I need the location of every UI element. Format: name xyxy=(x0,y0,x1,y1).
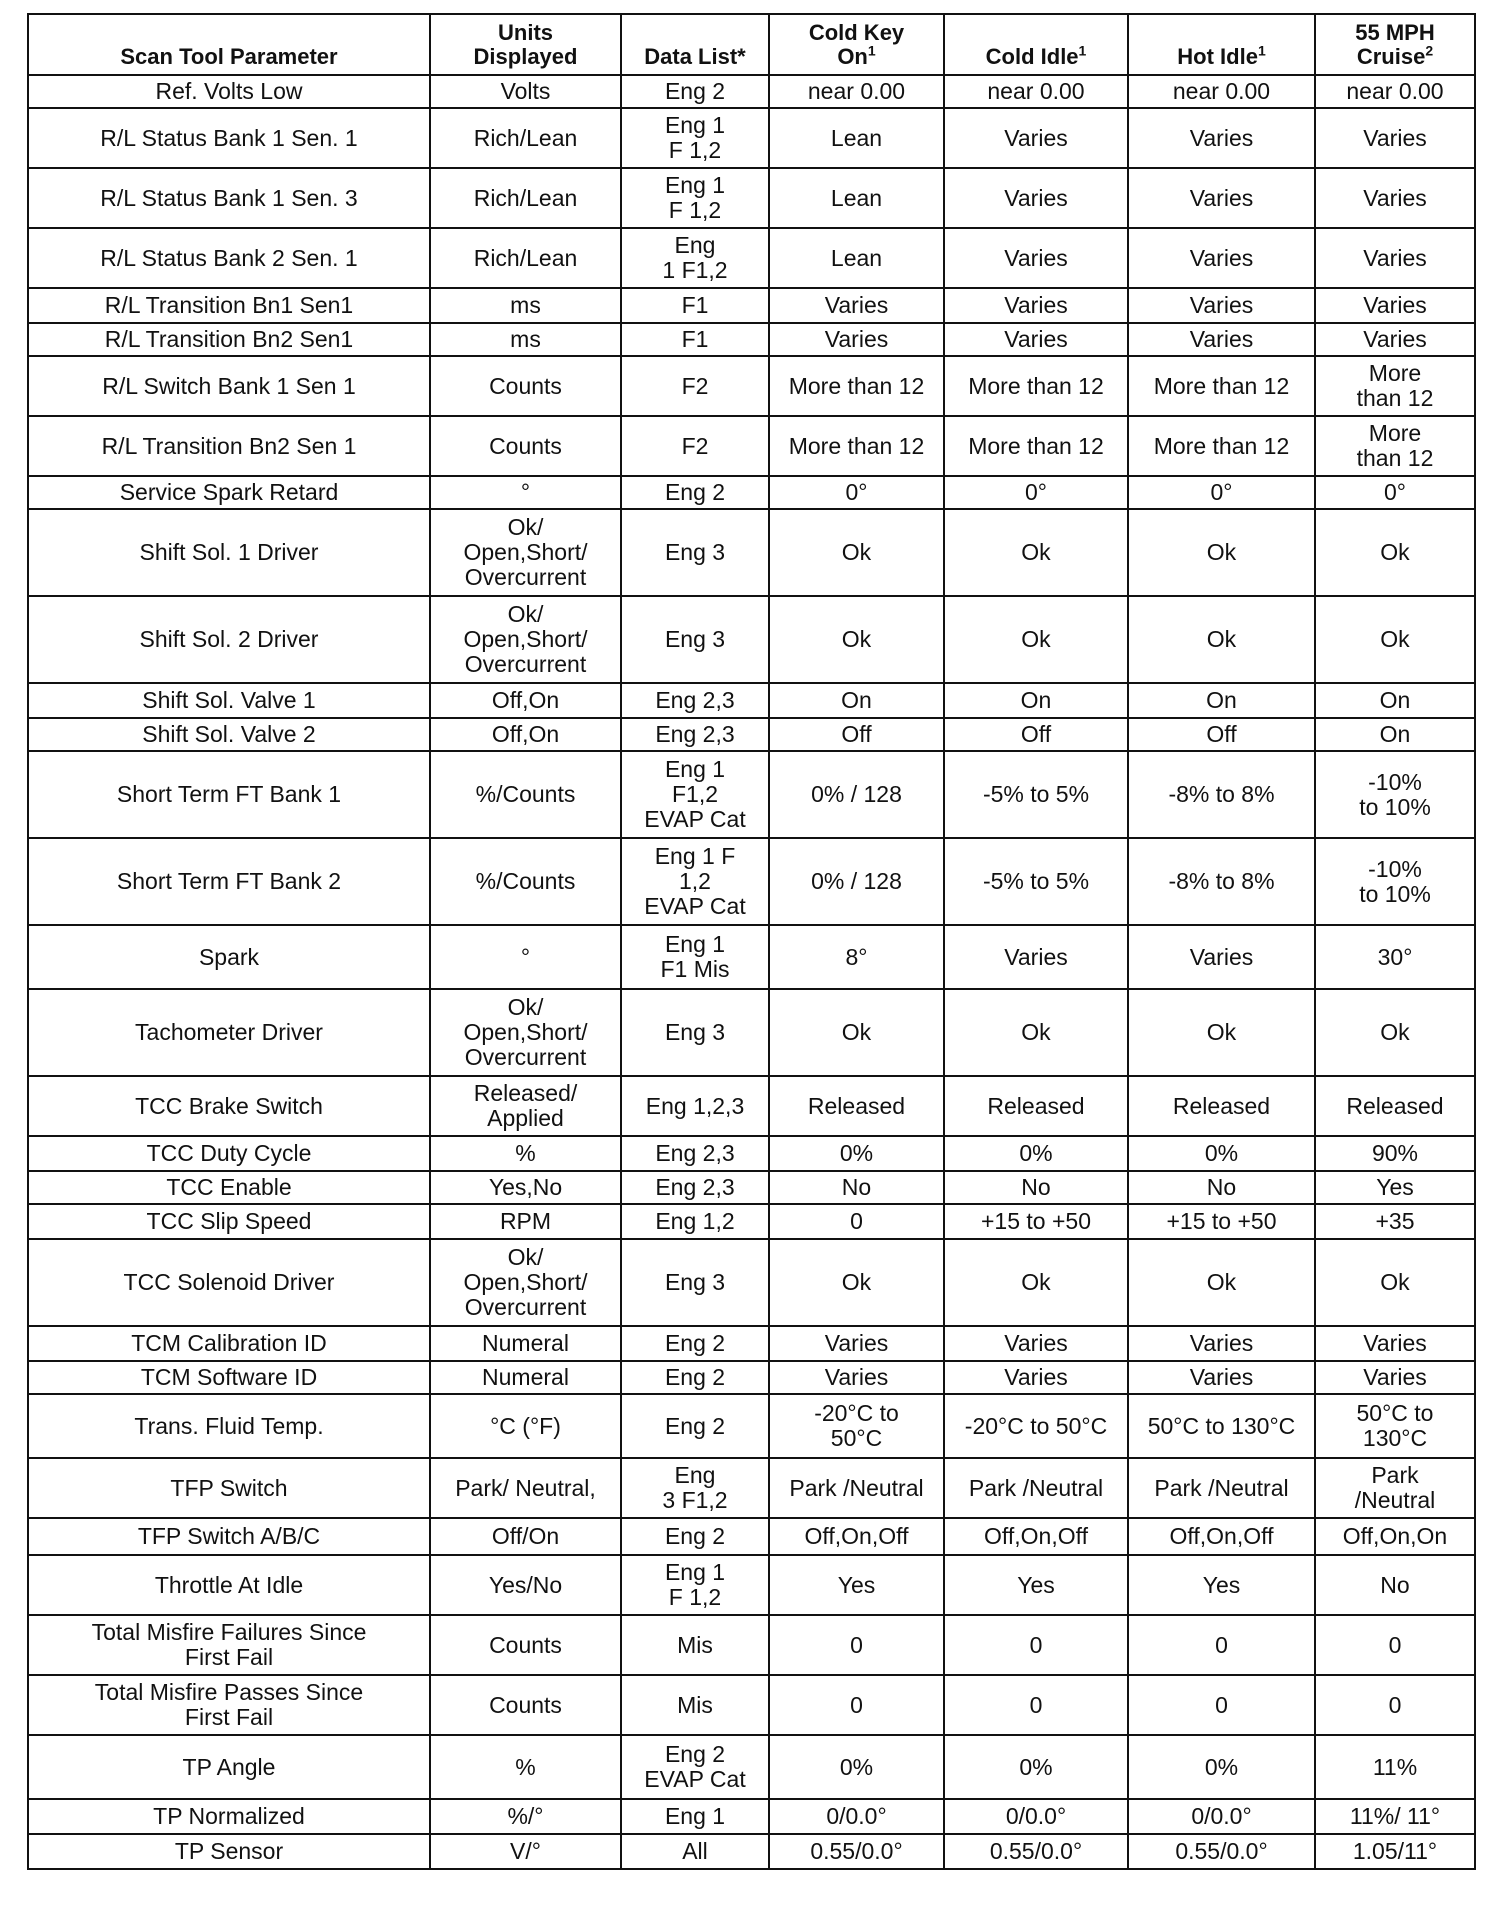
cell-units: Ok/ Open,Short/ Overcurrent xyxy=(430,989,621,1076)
footnote-marker: 1 xyxy=(1257,42,1266,59)
cell-cold-key-on: No xyxy=(769,1171,944,1204)
cell-units: Park/ Neutral, xyxy=(430,1458,621,1518)
table-row xyxy=(28,323,1475,356)
cell-data-list: Eng 3 xyxy=(621,596,769,683)
cell-parameter: R/L Transition Bn1 Sen1 xyxy=(28,288,430,323)
cell-cold-idle: No xyxy=(944,1171,1128,1204)
cell-cruise: Ok xyxy=(1315,596,1475,683)
cell-data-list: Eng 3 xyxy=(621,509,769,596)
cell-cruise: 0 xyxy=(1315,1615,1475,1675)
cell-cold-idle: Varies xyxy=(944,108,1128,168)
cell-cold-key-on: -20°C to 50°C xyxy=(769,1394,944,1458)
cell-cold-key-on: More than 12 xyxy=(769,356,944,416)
cell-cruise: Park /Neutral xyxy=(1315,1458,1475,1518)
cell-hot-idle: Ok xyxy=(1128,596,1315,683)
cell-data-list: All xyxy=(621,1834,769,1869)
cell-cold-key-on: 0 xyxy=(769,1615,944,1675)
cell-data-list: Eng 3 xyxy=(621,1239,769,1326)
table-row xyxy=(28,288,1475,323)
cell-parameter: Trans. Fluid Temp. xyxy=(28,1394,430,1458)
cell-cold-key-on: Varies xyxy=(769,1361,944,1394)
cell-cold-key-on: Park /Neutral xyxy=(769,1458,944,1518)
cell-cold-key-on: 0.55/0.0° xyxy=(769,1834,944,1869)
table-row xyxy=(28,1615,1475,1675)
cell-units: ms xyxy=(430,288,621,323)
cell-cold-idle: 0.55/0.0° xyxy=(944,1834,1128,1869)
cell-cruise: Yes xyxy=(1315,1171,1475,1204)
table-row xyxy=(28,1204,1475,1239)
cell-cold-key-on: 0% / 128 xyxy=(769,838,944,925)
cell-parameter: TCC Brake Switch xyxy=(28,1076,430,1136)
cell-units: ° xyxy=(430,476,621,509)
cell-cold-key-on: Lean xyxy=(769,168,944,228)
cell-cold-idle: Park /Neutral xyxy=(944,1458,1128,1518)
table-row xyxy=(28,1326,1475,1361)
table-row xyxy=(28,989,1475,1076)
cell-data-list: Eng 1 F 1,2 xyxy=(621,1555,769,1615)
cell-parameter: Tachometer Driver xyxy=(28,989,430,1076)
cell-cold-idle: Ok xyxy=(944,989,1128,1076)
cell-cruise: 90% xyxy=(1315,1136,1475,1171)
cell-units: Numeral xyxy=(430,1326,621,1361)
cell-data-list: Eng 2,3 xyxy=(621,1136,769,1171)
cell-parameter: Shift Sol. 2 Driver xyxy=(28,596,430,683)
table-row xyxy=(28,168,1475,228)
cell-cruise: 50°C to 130°C xyxy=(1315,1394,1475,1458)
cell-hot-idle: More than 12 xyxy=(1128,416,1315,476)
cell-hot-idle: Varies xyxy=(1128,1361,1315,1394)
column-header-label: Scan Tool Parameter xyxy=(120,44,338,69)
cell-cold-idle: -20°C to 50°C xyxy=(944,1394,1128,1458)
cell-cold-idle: near 0.00 xyxy=(944,75,1128,108)
cell-units: Off/On xyxy=(430,1518,621,1555)
cell-cruise: On xyxy=(1315,683,1475,718)
table-row xyxy=(28,1834,1475,1869)
table-row xyxy=(28,1136,1475,1171)
cell-cold-key-on: Ok xyxy=(769,596,944,683)
cell-cold-idle: Off xyxy=(944,718,1128,751)
cell-parameter: TFP Switch xyxy=(28,1458,430,1518)
cell-hot-idle: Varies xyxy=(1128,1326,1315,1361)
cell-parameter: R/L Status Bank 1 Sen. 1 xyxy=(28,108,430,168)
cell-data-list: Eng 2 xyxy=(621,1394,769,1458)
cell-cold-key-on: near 0.00 xyxy=(769,75,944,108)
table-row xyxy=(28,1394,1475,1458)
cell-cold-idle: Varies xyxy=(944,288,1128,323)
cell-data-list: Eng 2 xyxy=(621,1326,769,1361)
cell-data-list: Eng 2 EVAP Cat xyxy=(621,1735,769,1799)
cell-cold-idle: More than 12 xyxy=(944,356,1128,416)
cell-cruise: No xyxy=(1315,1555,1475,1615)
cell-cold-key-on: 0 xyxy=(769,1204,944,1239)
column-header-hot-idle xyxy=(1128,14,1315,75)
cell-cold-idle: 0/0.0° xyxy=(944,1799,1128,1834)
table-row xyxy=(28,683,1475,718)
cell-cold-idle: Varies xyxy=(944,228,1128,288)
cell-hot-idle: 0.55/0.0° xyxy=(1128,1834,1315,1869)
table-row xyxy=(28,596,1475,683)
table-row xyxy=(28,1171,1475,1204)
cell-data-list: Eng 2 xyxy=(621,1518,769,1555)
cell-units: Numeral xyxy=(430,1361,621,1394)
cell-units: °C (°F) xyxy=(430,1394,621,1458)
cell-hot-idle: Ok xyxy=(1128,1239,1315,1326)
cell-data-list: Eng 1 F1 Mis xyxy=(621,925,769,989)
cell-hot-idle: On xyxy=(1128,683,1315,718)
cell-hot-idle: Varies xyxy=(1128,323,1315,356)
cell-data-list: Eng 1 F1,2 xyxy=(621,228,769,288)
cell-units: Yes,No xyxy=(430,1171,621,1204)
cell-parameter: R/L Transition Bn2 Sen 1 xyxy=(28,416,430,476)
cell-cold-idle: 0% xyxy=(944,1735,1128,1799)
cell-data-list: Mis xyxy=(621,1615,769,1675)
cell-parameter: TP Sensor xyxy=(28,1834,430,1869)
cell-cold-idle: +15 to +50 xyxy=(944,1204,1128,1239)
cell-data-list: Eng 2,3 xyxy=(621,683,769,718)
cell-data-list: Eng 1,2,3 xyxy=(621,1076,769,1136)
cell-cold-key-on: Ok xyxy=(769,509,944,596)
table-row xyxy=(28,1361,1475,1394)
cell-cold-idle: Varies xyxy=(944,323,1128,356)
cell-parameter: Shift Sol. Valve 1 xyxy=(28,683,430,718)
table-row xyxy=(28,838,1475,925)
cell-cold-key-on: 0% xyxy=(769,1735,944,1799)
table-row xyxy=(28,476,1475,509)
column-header-parameter xyxy=(28,14,430,75)
cell-cold-key-on: More than 12 xyxy=(769,416,944,476)
cell-cold-key-on: Varies xyxy=(769,288,944,323)
cell-parameter: TCC Slip Speed xyxy=(28,1204,430,1239)
cell-cold-idle: Varies xyxy=(944,1361,1128,1394)
cell-units: Rich/Lean xyxy=(430,108,621,168)
cell-cruise: 1.05/11° xyxy=(1315,1834,1475,1869)
cell-cold-key-on: On xyxy=(769,683,944,718)
cell-cruise: +35 xyxy=(1315,1204,1475,1239)
cell-cruise: Varies xyxy=(1315,108,1475,168)
cell-data-list: Eng 1 xyxy=(621,1799,769,1834)
cell-units: %/Counts xyxy=(430,838,621,925)
table-row xyxy=(28,75,1475,108)
cell-parameter: R/L Switch Bank 1 Sen 1 xyxy=(28,356,430,416)
column-header-units xyxy=(430,14,621,75)
cell-cruise: More than 12 xyxy=(1315,416,1475,476)
cell-hot-idle: Varies xyxy=(1128,168,1315,228)
cell-units: Rich/Lean xyxy=(430,168,621,228)
cell-data-list: F1 xyxy=(621,288,769,323)
cell-parameter: Throttle At Idle xyxy=(28,1555,430,1615)
cell-hot-idle: More than 12 xyxy=(1128,356,1315,416)
cell-cold-key-on: Off,On,Off xyxy=(769,1518,944,1555)
cell-cruise: 11% xyxy=(1315,1735,1475,1799)
cell-parameter: TCC Duty Cycle xyxy=(28,1136,430,1171)
cell-hot-idle: -8% to 8% xyxy=(1128,751,1315,838)
column-header-cruise xyxy=(1315,14,1475,75)
column-header-label: Hot Idle xyxy=(1177,44,1258,69)
cell-units: % xyxy=(430,1735,621,1799)
cell-units: %/Counts xyxy=(430,751,621,838)
cell-parameter: Short Term FT Bank 2 xyxy=(28,838,430,925)
cell-cruise: Varies xyxy=(1315,1361,1475,1394)
column-header-cold-key-on xyxy=(769,14,944,75)
cell-parameter: Spark xyxy=(28,925,430,989)
cell-data-list: F2 xyxy=(621,356,769,416)
cell-hot-idle: -8% to 8% xyxy=(1128,838,1315,925)
cell-cruise: 0 xyxy=(1315,1675,1475,1735)
cell-cold-key-on: 0% / 128 xyxy=(769,751,944,838)
cell-cruise: -10% to 10% xyxy=(1315,838,1475,925)
cell-parameter: Service Spark Retard xyxy=(28,476,430,509)
cell-hot-idle: Off xyxy=(1128,718,1315,751)
cell-cold-key-on: Ok xyxy=(769,989,944,1076)
cell-units: V/° xyxy=(430,1834,621,1869)
cell-parameter: Short Term FT Bank 1 xyxy=(28,751,430,838)
table-row xyxy=(28,1675,1475,1735)
cell-units: Counts xyxy=(430,1615,621,1675)
cell-cold-idle: On xyxy=(944,683,1128,718)
table-row xyxy=(28,356,1475,416)
cell-parameter: Shift Sol. Valve 2 xyxy=(28,718,430,751)
cell-units: Ok/ Open,Short/ Overcurrent xyxy=(430,509,621,596)
cell-data-list: Eng 2 xyxy=(621,75,769,108)
cell-cold-key-on: Yes xyxy=(769,1555,944,1615)
column-header-label: 55 MPH Cruise xyxy=(1355,20,1435,69)
cell-units: % xyxy=(430,1136,621,1171)
footnote-marker: 1 xyxy=(1078,42,1087,59)
cell-units: Ok/ Open,Short/ Overcurrent xyxy=(430,596,621,683)
cell-parameter: Shift Sol. 1 Driver xyxy=(28,509,430,596)
cell-hot-idle: 0% xyxy=(1128,1735,1315,1799)
cell-hot-idle: Varies xyxy=(1128,925,1315,989)
cell-hot-idle: No xyxy=(1128,1171,1315,1204)
cell-cold-key-on: 0/0.0° xyxy=(769,1799,944,1834)
cell-parameter: TFP Switch A/B/C xyxy=(28,1518,430,1555)
cell-cold-idle: -5% to 5% xyxy=(944,751,1128,838)
cell-hot-idle: 0/0.0° xyxy=(1128,1799,1315,1834)
cell-parameter: TCM Software ID xyxy=(28,1361,430,1394)
cell-cruise: near 0.00 xyxy=(1315,75,1475,108)
cell-hot-idle: Ok xyxy=(1128,989,1315,1076)
cell-hot-idle: 0° xyxy=(1128,476,1315,509)
cell-units: Off,On xyxy=(430,683,621,718)
cell-cold-key-on: Lean xyxy=(769,228,944,288)
cell-parameter: Total Misfire Failures Since First Fail xyxy=(28,1615,430,1675)
cell-cold-idle: Varies xyxy=(944,925,1128,989)
cell-data-list: Eng 3 F1,2 xyxy=(621,1458,769,1518)
cell-data-list: Mis xyxy=(621,1675,769,1735)
cell-parameter: R/L Status Bank 2 Sen. 1 xyxy=(28,228,430,288)
cell-data-list: Eng 1,2 xyxy=(621,1204,769,1239)
cell-cold-idle: Released xyxy=(944,1076,1128,1136)
cell-cold-key-on: Released xyxy=(769,1076,944,1136)
cell-data-list: Eng 1 F 1,2 xyxy=(621,168,769,228)
cell-hot-idle: 0 xyxy=(1128,1675,1315,1735)
cell-parameter: R/L Transition Bn2 Sen1 xyxy=(28,323,430,356)
cell-cold-idle: Yes xyxy=(944,1555,1128,1615)
cell-hot-idle: +15 to +50 xyxy=(1128,1204,1315,1239)
table-row xyxy=(28,1458,1475,1518)
cell-hot-idle: Varies xyxy=(1128,228,1315,288)
cell-cold-key-on: 8° xyxy=(769,925,944,989)
cell-parameter: Total Misfire Passes Since First Fail xyxy=(28,1675,430,1735)
cell-hot-idle: Released xyxy=(1128,1076,1315,1136)
cell-cold-idle: Varies xyxy=(944,1326,1128,1361)
table-row xyxy=(28,228,1475,288)
cell-cold-key-on: 0% xyxy=(769,1136,944,1171)
cell-data-list: Eng 1 F 1,2 xyxy=(621,108,769,168)
cell-cruise: Varies xyxy=(1315,288,1475,323)
cell-hot-idle: Varies xyxy=(1128,108,1315,168)
cell-units: Off,On xyxy=(430,718,621,751)
cell-cruise: 30° xyxy=(1315,925,1475,989)
table-row xyxy=(28,1239,1475,1326)
cell-cold-idle: Off,On,Off xyxy=(944,1518,1128,1555)
cell-hot-idle: Varies xyxy=(1128,288,1315,323)
column-header-label: Data List* xyxy=(644,44,746,69)
cell-hot-idle: Park /Neutral xyxy=(1128,1458,1315,1518)
cell-parameter: Ref. Volts Low xyxy=(28,75,430,108)
cell-data-list: Eng 2,3 xyxy=(621,718,769,751)
cell-cruise: Off,On,On xyxy=(1315,1518,1475,1555)
cell-cold-idle: 0 xyxy=(944,1615,1128,1675)
cell-data-list: Eng 1 F1,2 EVAP Cat xyxy=(621,751,769,838)
cell-units: Volts xyxy=(430,75,621,108)
cell-cold-key-on: Ok xyxy=(769,1239,944,1326)
column-header-label: Cold Key On xyxy=(808,20,905,69)
cell-units: Counts xyxy=(430,416,621,476)
cell-units: %/° xyxy=(430,1799,621,1834)
cell-cold-key-on: Lean xyxy=(769,108,944,168)
cell-cold-idle: Ok xyxy=(944,1239,1128,1326)
cell-cold-idle: 0 xyxy=(944,1675,1128,1735)
cell-parameter: TCC Enable xyxy=(28,1171,430,1204)
cell-data-list: F2 xyxy=(621,416,769,476)
cell-data-list: Eng 2 xyxy=(621,1361,769,1394)
cell-cold-idle: More than 12 xyxy=(944,416,1128,476)
cell-units: Ok/ Open,Short/ Overcurrent xyxy=(430,1239,621,1326)
cell-cruise: Ok xyxy=(1315,989,1475,1076)
table-row xyxy=(28,751,1475,838)
cell-data-list: Eng 2,3 xyxy=(621,1171,769,1204)
cell-units: ° xyxy=(430,925,621,989)
column-header-cold-idle xyxy=(944,14,1128,75)
table-row xyxy=(28,108,1475,168)
cell-parameter: TCM Calibration ID xyxy=(28,1326,430,1361)
cell-cold-key-on: 0° xyxy=(769,476,944,509)
cell-parameter: TCC Solenoid Driver xyxy=(28,1239,430,1326)
header-row xyxy=(28,14,1475,75)
footnote-marker: 1 xyxy=(867,42,876,59)
cell-units: Counts xyxy=(430,356,621,416)
cell-cruise: Varies xyxy=(1315,323,1475,356)
table-body xyxy=(28,75,1475,1869)
cell-cold-idle: 0% xyxy=(944,1136,1128,1171)
cell-cold-idle: Ok xyxy=(944,509,1128,596)
table-row xyxy=(28,1555,1475,1615)
cell-cold-key-on: Varies xyxy=(769,1326,944,1361)
cell-cruise: On xyxy=(1315,718,1475,751)
footnote-marker: 2 xyxy=(1425,42,1434,59)
cell-cold-idle: -5% to 5% xyxy=(944,838,1128,925)
cell-units: Rich/Lean xyxy=(430,228,621,288)
cell-cold-idle: Ok xyxy=(944,596,1128,683)
cell-cruise: Ok xyxy=(1315,509,1475,596)
cell-data-list: F1 xyxy=(621,323,769,356)
cell-cold-idle: 0° xyxy=(944,476,1128,509)
cell-cruise: Varies xyxy=(1315,168,1475,228)
table-row xyxy=(28,1076,1475,1136)
cell-units: ms xyxy=(430,323,621,356)
cell-hot-idle: near 0.00 xyxy=(1128,75,1315,108)
cell-data-list: Eng 3 xyxy=(621,989,769,1076)
table-row xyxy=(28,1518,1475,1555)
table-row xyxy=(28,925,1475,989)
table-row xyxy=(28,1799,1475,1834)
cell-cruise: Varies xyxy=(1315,1326,1475,1361)
cell-data-list: Eng 2 xyxy=(621,476,769,509)
table-row xyxy=(28,718,1475,751)
cell-units: Yes/No xyxy=(430,1555,621,1615)
cell-data-list: Eng 1 F 1,2 EVAP Cat xyxy=(621,838,769,925)
cell-parameter: TP Angle xyxy=(28,1735,430,1799)
cell-cruise: 11%/ 11° xyxy=(1315,1799,1475,1834)
cell-cruise: 0° xyxy=(1315,476,1475,509)
cell-cruise: More than 12 xyxy=(1315,356,1475,416)
table-row xyxy=(28,509,1475,596)
cell-parameter: TP Normalized xyxy=(28,1799,430,1834)
table-row xyxy=(28,1735,1475,1799)
cell-cruise: Ok xyxy=(1315,1239,1475,1326)
column-header-label: Units Displayed xyxy=(473,20,578,69)
cell-parameter: R/L Status Bank 1 Sen. 3 xyxy=(28,168,430,228)
cell-units: Counts xyxy=(430,1675,621,1735)
cell-cold-key-on: Varies xyxy=(769,323,944,356)
cell-hot-idle: 50°C to 130°C xyxy=(1128,1394,1315,1458)
cell-cruise: -10% to 10% xyxy=(1315,751,1475,838)
column-header-label: Cold Idle xyxy=(985,44,1079,69)
cell-units: Released/ Applied xyxy=(430,1076,621,1136)
cell-units: RPM xyxy=(430,1204,621,1239)
cell-cruise: Varies xyxy=(1315,228,1475,288)
scan-tool-parameter-table xyxy=(27,13,1476,1870)
cell-cruise: Released xyxy=(1315,1076,1475,1136)
cell-hot-idle: Ok xyxy=(1128,509,1315,596)
column-header-data-list xyxy=(621,14,769,75)
cell-cold-key-on: Off xyxy=(769,718,944,751)
cell-hot-idle: 0% xyxy=(1128,1136,1315,1171)
table-row xyxy=(28,416,1475,476)
cell-cold-key-on: 0 xyxy=(769,1675,944,1735)
cell-hot-idle: Off,On,Off xyxy=(1128,1518,1315,1555)
cell-hot-idle: 0 xyxy=(1128,1615,1315,1675)
cell-cold-idle: Varies xyxy=(944,168,1128,228)
cell-hot-idle: Yes xyxy=(1128,1555,1315,1615)
